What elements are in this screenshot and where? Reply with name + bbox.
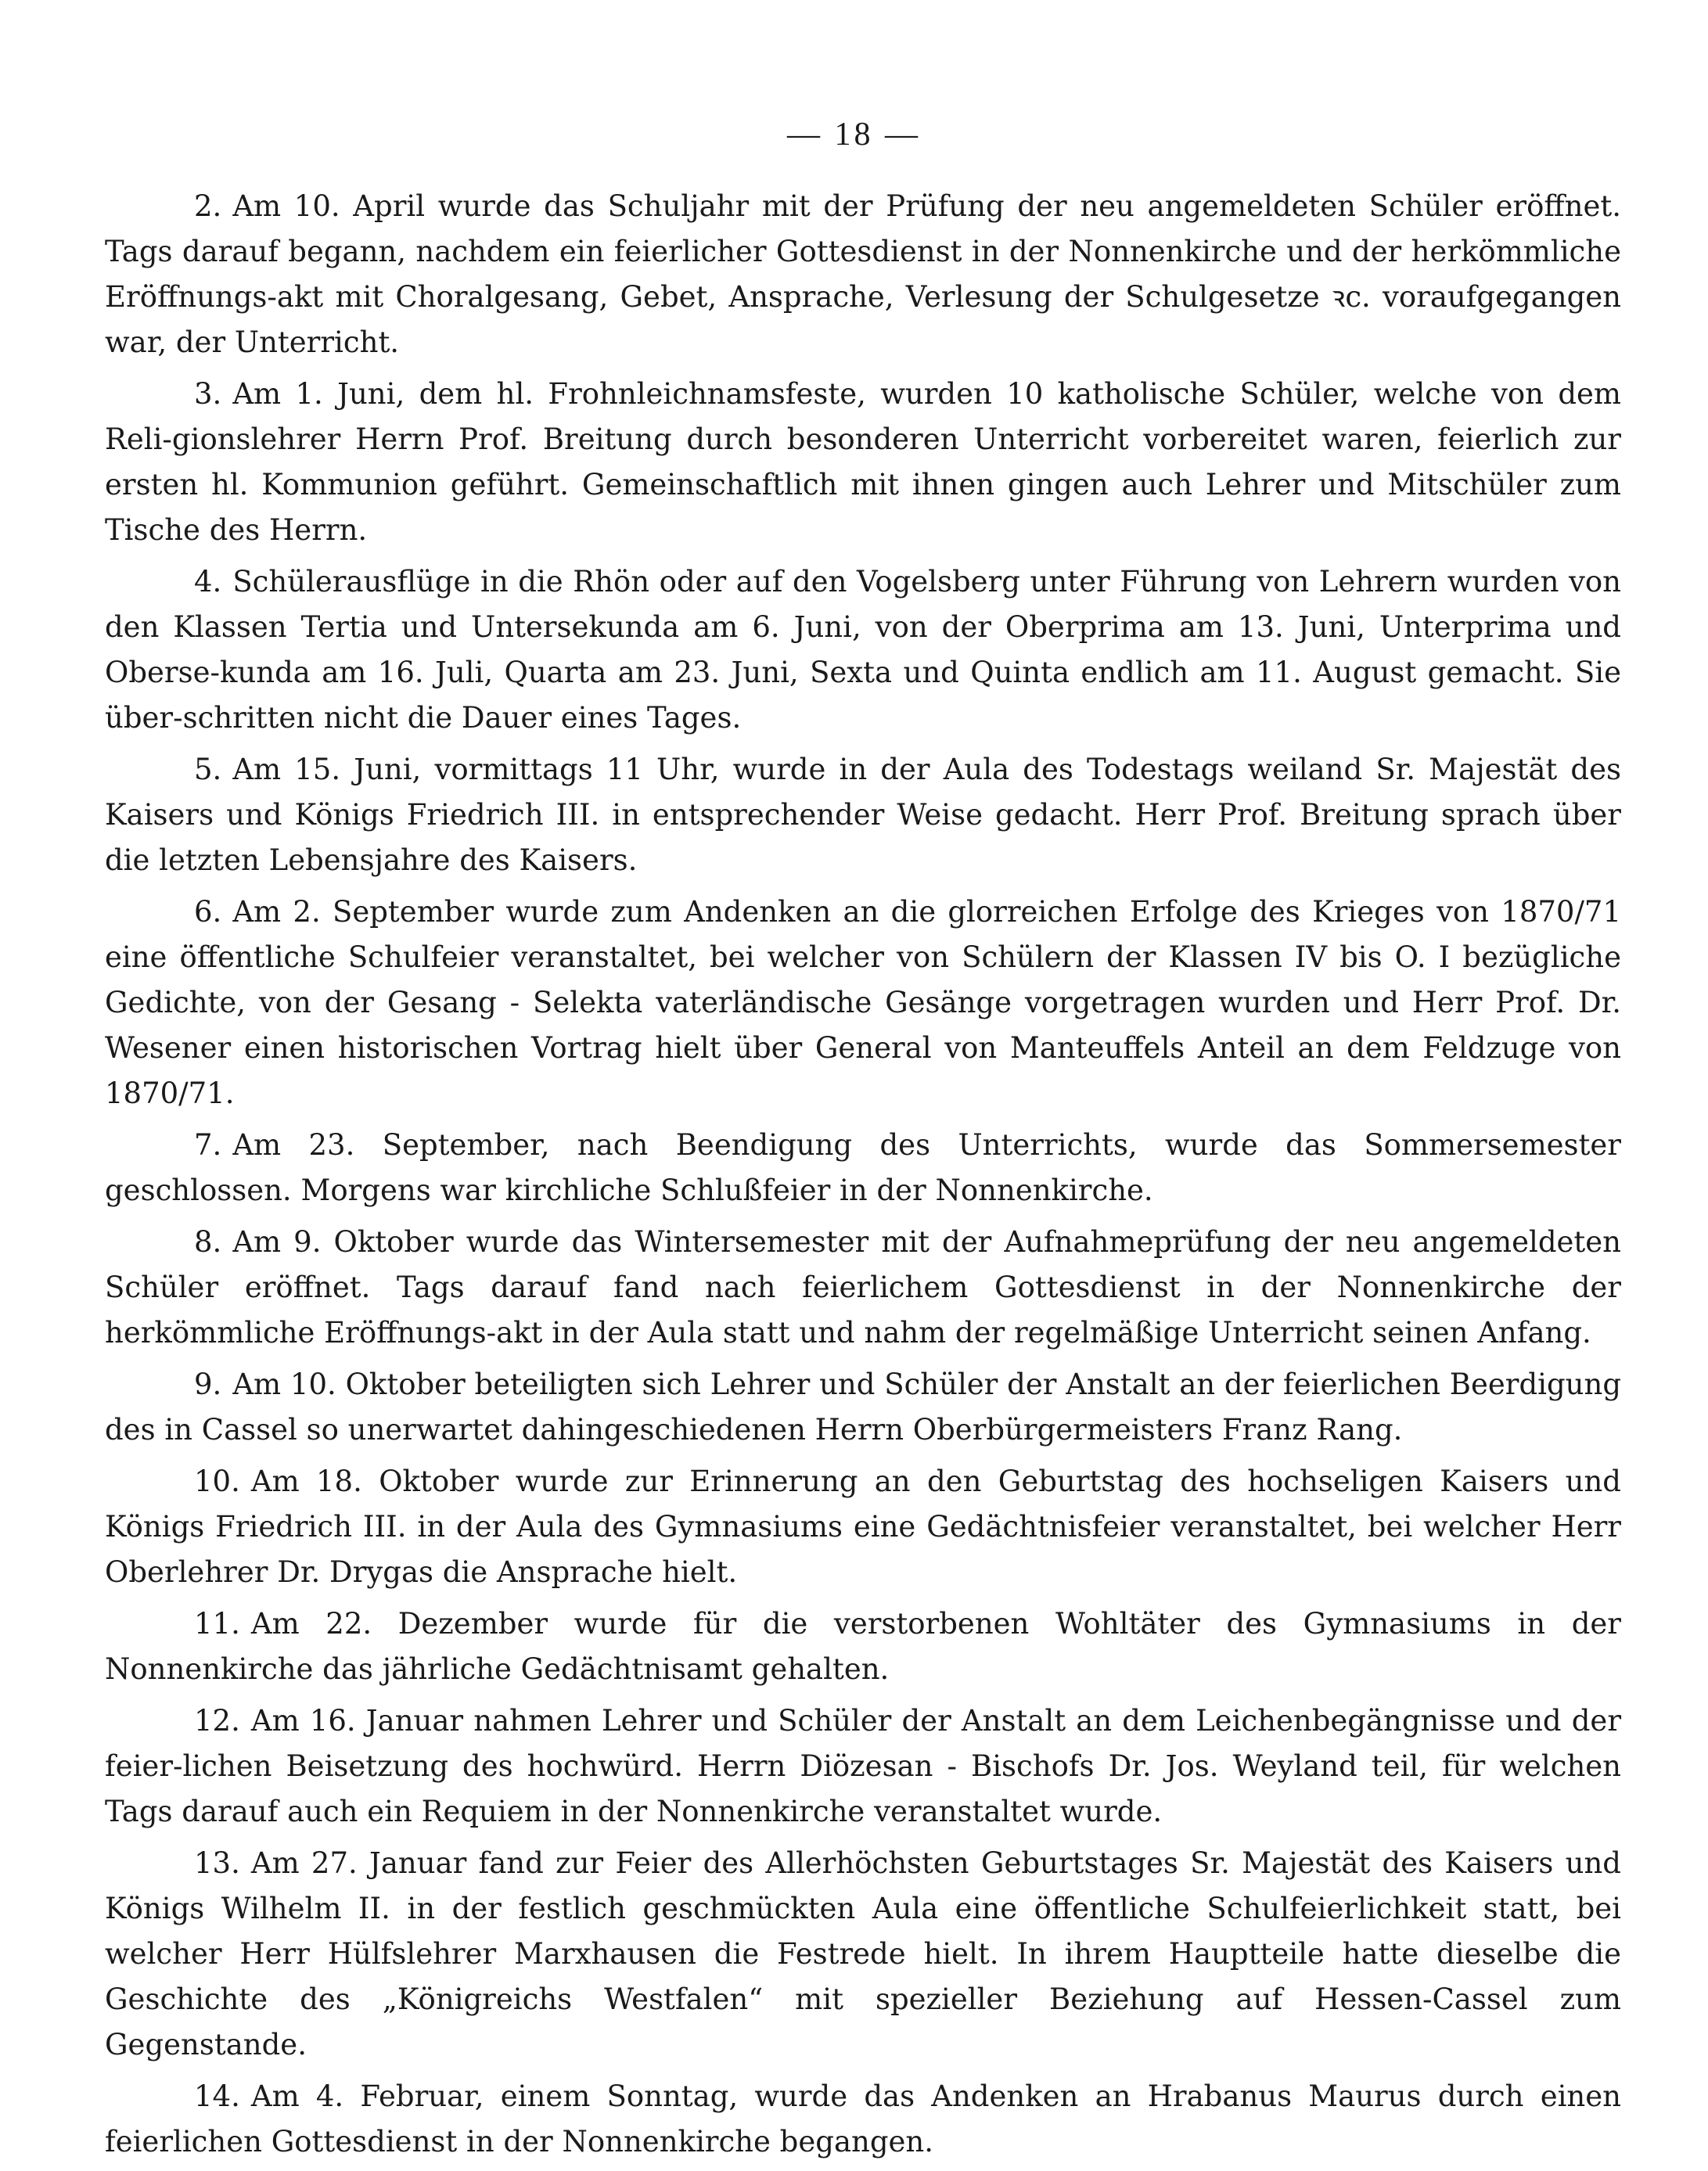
paragraph-number: 12. bbox=[194, 1704, 240, 1738]
paragraph-number: 13. bbox=[194, 1846, 240, 1880]
paragraph-number: 4. bbox=[194, 565, 222, 598]
paragraph-number: 5. bbox=[194, 753, 222, 786]
paragraph-text: Am 10. Oktober beteiligten sich Lehrer und Schüler der Anstalt an der feierlichen Beerdigung des in Cassel so unerwartet dahingeschiedenen Herrn Oberbürgermeisters Franz Rang. bbox=[105, 1368, 1621, 1447]
paragraph-text: Am 1. Juni, dem hl. Frohnleichnamsfeste, wurden 10 katholische Schüler, welche von dem Reli-gionslehrer Herrn Prof. Breitung durch besonderen Unterricht vorbereitet waren, feierlich zur ersten hl. Kommunion geführt. Gemeinschaftlich mit ihnen gingen auch Lehrer und Mitschüler zum Tische des Herrn. bbox=[105, 377, 1621, 547]
paragraph-text: Am 9. Oktober wurde das Wintersemester mit der Aufnahmeprüfung der neu angemeldeten Schüler eröffnet. Tags darauf fand nach feierlichem Gottesdienst in der Nonnenkirche der herkömmliche Eröffnungs-akt in der Aula statt und nahm der regelmäßige Unterricht seinen Anfang. bbox=[105, 1225, 1621, 1350]
paragraph-number: 2. bbox=[194, 189, 222, 223]
paragraph-3 bbox=[105, 372, 1621, 559]
paragraph-8 bbox=[105, 1220, 1621, 1362]
paragraph-7 bbox=[105, 1123, 1621, 1220]
paragraph-9 bbox=[105, 1362, 1621, 1459]
paragraph-number: 8. bbox=[194, 1225, 222, 1259]
paragraph-number: 11. bbox=[194, 1607, 240, 1641]
paragraph-number: 7. bbox=[194, 1128, 222, 1162]
paragraph-number: 14. bbox=[194, 2079, 240, 2113]
paragraph-text: Am 4. Februar, einem Sonntag, wurde das Andenken an Hrabanus Maurus durch einen feierlichen Gottesdienst in der Nonnenkirche begangen. bbox=[105, 2079, 1621, 2158]
paragraph-text: Am 22. Dezember wurde für die verstorbenen Wohltäter des Gymnasiums in der Nonnenkirche das jährliche Gedächtnisamt gehalten. bbox=[105, 1607, 1621, 1686]
paragraph-number: 10. bbox=[194, 1465, 240, 1498]
paragraph-6 bbox=[105, 890, 1621, 1123]
paragraph-14 bbox=[105, 2074, 1621, 2171]
paragraph-text: Schülerausflüge in die Rhön oder auf den Vogelsberg unter Führung von Lehrern wurden von den Klassen Tertia und Untersekunda am 6. Juni, von der Oberprima am 13. Juni, Unterprima und Oberse-kunda am 16. Juli, Quarta am 23. Juni, Sexta und Quinta endlich am 11. August gemacht. Sie über-schritten nicht die Dauer eines Tages. bbox=[105, 565, 1621, 735]
paragraph-text: Am 15. Juni, vormittags 11 Uhr, wurde in der Aula des Todestags weiland Sr. Majestät des Kaisers und Königs Friedrich III. in entsprechender Weise gedacht. Herr Prof. Breitung sprach über die letzten Lebensjahre des Kaisers. bbox=[105, 753, 1621, 877]
paragraph-5 bbox=[105, 747, 1621, 890]
paragraph-text: Am 10. April wurde das Schuljahr mit der Prüfung der neu angemeldeten Schüler eröffnet. Tags darauf begann, nachdem ein feierlicher Gottesdienst in der Nonnenkirche und der herkömmliche Eröffnungs-akt mit Choralgesang, Gebet, Ansprache, Verlesung der Schulgesetze ꝛc. voraufgegangen war, der Unterricht. bbox=[105, 189, 1621, 359]
paragraph-number: 9. bbox=[194, 1368, 222, 1401]
paragraph-number: 6. bbox=[194, 895, 222, 929]
paragraph-12 bbox=[105, 1698, 1621, 1841]
paragraph-4 bbox=[105, 559, 1621, 747]
paragraph-13 bbox=[105, 1841, 1621, 2074]
paragraph-2 bbox=[105, 184, 1621, 372]
paragraph-11 bbox=[105, 1601, 1621, 1698]
paragraph-number: 3. bbox=[194, 377, 222, 411]
paragraph-text: Am 27. Januar fand zur Feier des Allerhöchsten Geburtstages Sr. Majestät des Kaisers und Königs Wilhelm II. in der festlich geschmückten Aula eine öffentliche Schulfeierlichkeit statt, bei welcher Herr Hülfslehrer Marxhausen die Festrede hielt. In ihrem Hauptteile hatte dieselbe die Geschichte des „Königreichs Westfalen“ mit spezieller Beziehung auf Hessen-Cassel zum Gegenstande. bbox=[105, 1846, 1621, 2061]
paragraph-text: Am 18. Oktober wurde zur Erinnerung an den Geburtstag des hochseligen Kaisers und Königs Friedrich III. in der Aula des Gymnasiums eine Gedächtnisfeier veranstaltet, bei welcher Herr Oberlehrer Dr. Drygas die Ansprache hielt. bbox=[105, 1465, 1621, 1589]
paragraph-text: Am 23. September, nach Beendigung des Unterrichts, wurde das Sommersemester geschlossen. Morgens war kirchliche Schlußfeier in der Nonnenkirche. bbox=[105, 1128, 1621, 1207]
paragraph-10 bbox=[105, 1459, 1621, 1601]
page-number: — 18 — bbox=[787, 117, 921, 153]
paragraph-text: Am 2. September wurde zum Andenken an die glorreichen Erfolge des Krieges von 1870/71 eine öffentliche Schulfeier veranstaltet, bei welcher von Schülern der Klassen IV bis O. I bezügliche Gedichte, von der Gesang - Selekta vaterländische Gesänge vorgetragen wurden und Herr Prof. Dr. Wesener einen historischen Vortrag hielt über General von Manteuffels Anteil an dem Feldzuge von 1870/71. bbox=[105, 895, 1621, 1110]
chronicle-text bbox=[105, 184, 1621, 2171]
paragraph-text: Am 16. Januar nahmen Lehrer und Schüler der Anstalt an dem Leichenbegängnisse und der feier-lichen Beisetzung des hochwürd. Herrn Diözesan - Bischofs Dr. Jos. Weyland teil, für welchen Tags darauf auch ein Requiem in der Nonnenkirche veranstaltet wurde. bbox=[105, 1704, 1621, 1828]
